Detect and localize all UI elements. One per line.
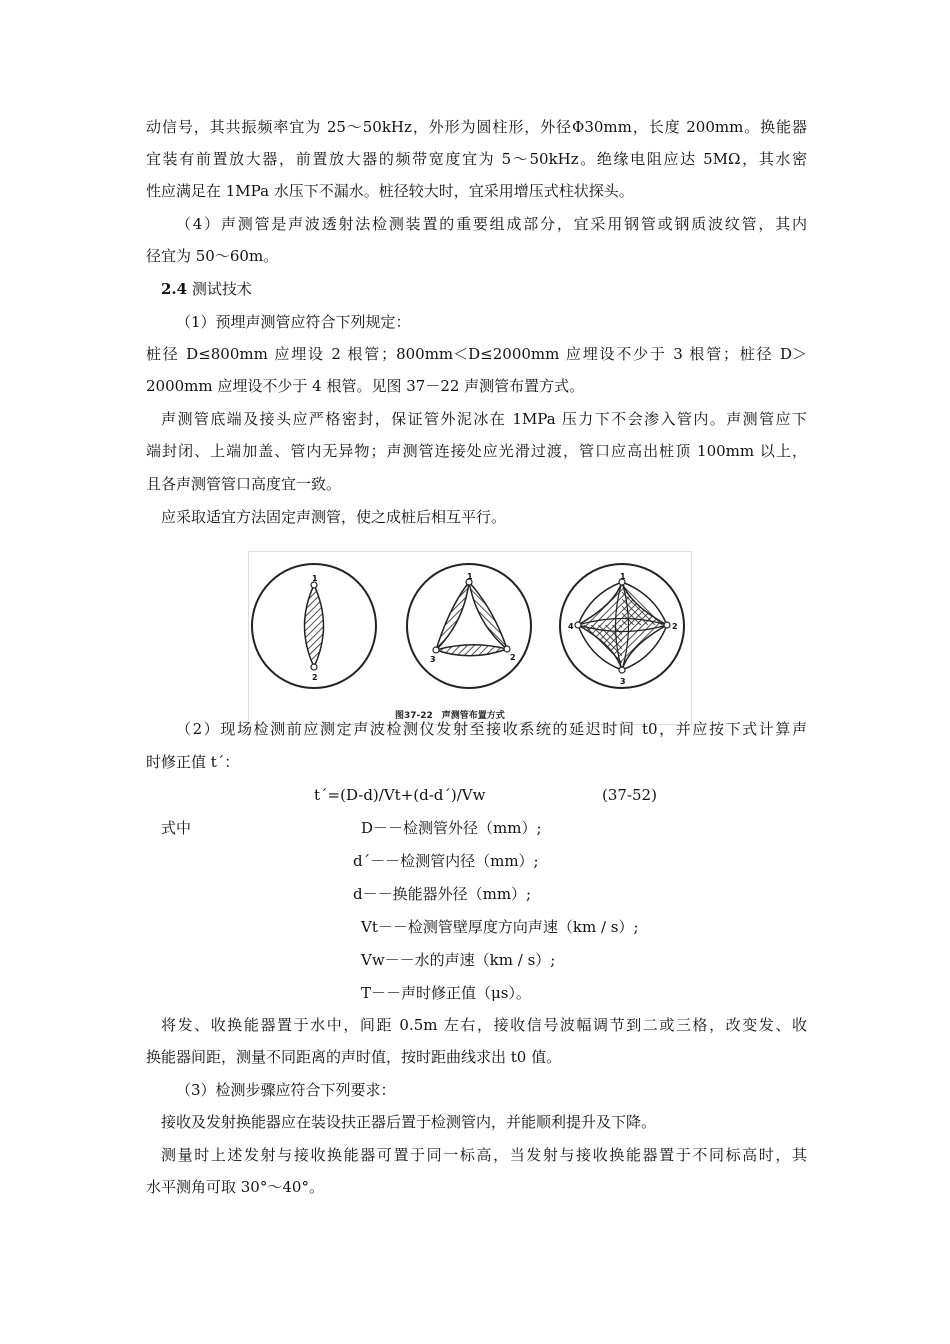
where-item-transducer-diameter: d－－换能器外径（mm）; [353,885,532,903]
section-number: 2.4 [161,280,188,298]
section-title: 测试技术 [191,280,252,298]
para-2-line-1: （4）声测管是声波透射法检测装置的重要组成部分，宜采用钢管或钢质波纹管，其内 [176,215,807,233]
para-6: 应采取适宜方法固定声测管，使之成桩后相互平行。 [161,508,507,526]
where-item-wall-velocity: Vt－－检测管壁厚度方向声速（km / s）; [361,918,639,936]
diagram-four-tubes [560,564,684,688]
formula-number: (37-52) [602,786,657,804]
label-d2-tube-1: 1 [467,572,473,581]
where-item-inner-diameter: d´－－检测管内径（mm）; [353,852,539,870]
figure-drawing [249,552,691,724]
para-5-line-2: 端封闭、上端加盖、管内无异物；声测管连接处应光滑过渡，管口应高出桩顶 100mm 以上， [146,442,807,460]
where-label: 式中 [161,819,192,837]
para-2-line-2: 径宜为 50～60m。 [146,247,279,265]
label-d3-tube-2: 2 [672,622,678,631]
para-1-line-3: 性应满足在 1MPa 水压下不漏水。桩径较大时，宜采用增压式柱状探头。 [146,182,634,200]
para-7-line-2: 时修正值 t´： [146,753,240,771]
para-3: （1）预埋声测管应符合下列规定： [176,313,411,331]
para-9: （3）检测步骤应符合下列要求： [176,1081,396,1099]
where-item-outer-diameter: D－－检测管外径（mm）; [361,819,542,837]
para-5-line-1: 声测管底端及接头应严格密封，保证管外泥冰在 1MPa 压力下不会渗入管内。声测管应下 [161,410,807,428]
figure-sounding-tube-layout [248,551,692,725]
para-5-line-3: 且各声测管管口高度宜一致。 [146,475,342,493]
para-1-line-2: 宜装有前置放大器，前置放大器的频带宽度宜为 5～50kHz。绝缘电阻应达 5MΩ，其水密 [146,150,807,168]
para-4-line-1: 桩径 D≤800mm 应埋设 2 根管；800mm＜D≤2000mm 应埋设不少于 3 根管；桩径 D＞ [146,345,807,363]
para-7-line-1: （2）现场检测前应测定声波检测仪发射至接收系统的延迟时间 t0，并应按下式计算声 [176,720,807,738]
para-10: 接收及发射换能器应在装设扶正器后置于检测管内，并能顺利提升及下降。 [161,1113,657,1131]
where-item-time-correction: T－－声时修正值（μs）。 [361,984,531,1002]
para-11-line-2: 水平测角可取 30°～40°。 [146,1178,324,1196]
para-1-line-1: 动信号，其共振频率宜为 25～50kHz，外形为圆柱形，外径Φ30mm，长度 200mm。换能器 [146,118,807,136]
diagram-three-tubes [407,564,531,688]
formula-expression: t´=(D-d)/Vt+(d-d´)/Vw [314,786,486,804]
label-d1-tube-1: 1 [312,574,318,583]
label-d3-tube-4: 4 [568,622,574,631]
para-8-line-1: 将发、收换能器置于水中，间距 0.5m 左右，接收信号波幅调节到二或三格，改变发、收 [161,1016,807,1034]
label-d2-tube-2: 2 [510,653,516,662]
para-8-line-2: 换能器间距，测量不同距离的声时值，按时距曲线求出 t0 值。 [146,1048,562,1066]
label-d1-tube-2: 2 [312,673,318,682]
section-heading [161,278,252,300]
where-item-water-velocity: Vw－－水的声速（km / s）; [361,951,556,969]
label-d2-tube-3: 3 [430,655,436,664]
label-d3-tube-1: 1 [620,572,626,581]
figure-caption: 图37-22 声测管布置方式 [395,711,505,721]
para-4-line-2: 2000mm 应埋设不少于 4 根管。见图 37－22 声测管布置方式。 [146,377,585,395]
label-d3-tube-3: 3 [620,677,626,686]
para-11-line-1: 测量时上述发射与接收换能器可置于同一标高，当发射与接收换能器置于不同标高时，其 [161,1146,807,1164]
